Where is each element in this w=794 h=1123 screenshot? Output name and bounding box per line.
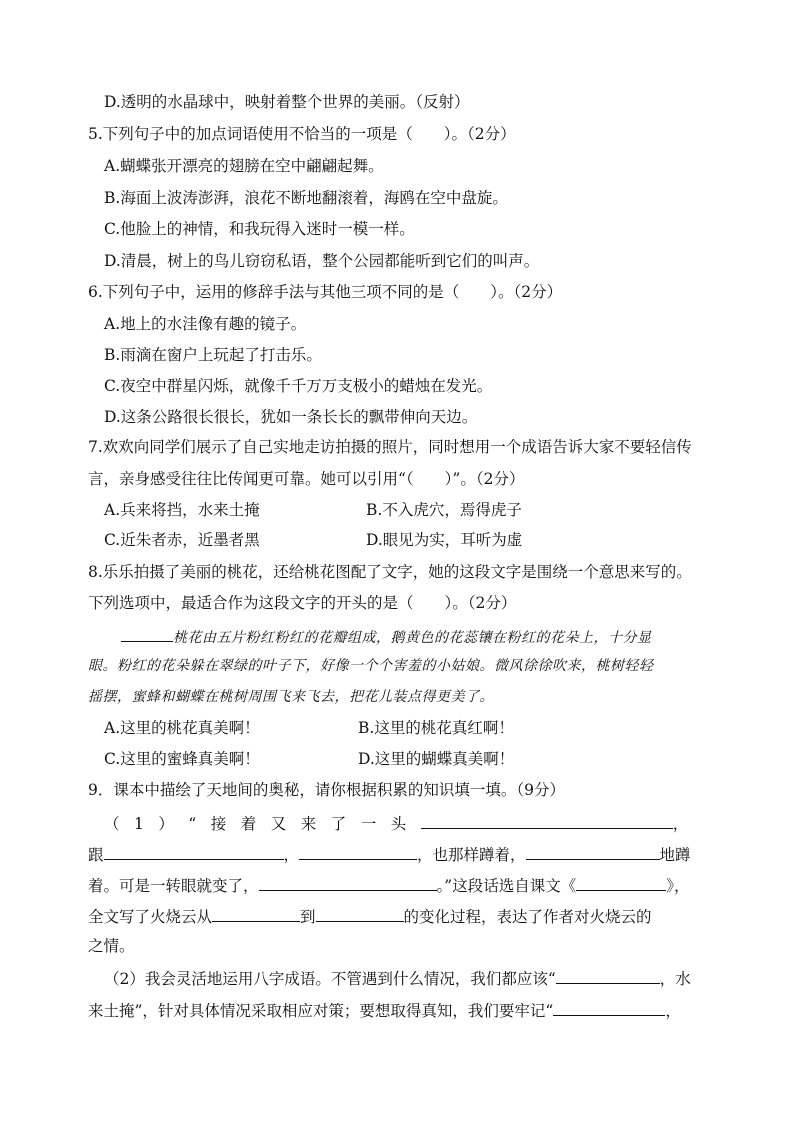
answer-blank-4[interactable] (526, 843, 660, 860)
q9-s1-line1 (104, 812, 688, 834)
q8-option-a: A.这里的桃花真美啊！ (104, 719, 260, 737)
q8-option-d: D.这里的蝴蝶真美啊！ (358, 750, 515, 768)
q8-passage-line2: 眼。粉红的花朵躲在翠绿的叶子下，好像一个个害羞的小姑娘。微风徐徐吹来，桃树轻轻 (88, 658, 654, 674)
answer-blank-9[interactable] (556, 967, 660, 984)
answer-blank-8[interactable] (316, 905, 404, 922)
q8-passage-line3: 摇摆，蜜蜂和蝴蝶在桃树周围飞来飞去，把花儿装点得更美了。 (88, 689, 494, 705)
q9-s1-line4 (88, 905, 652, 927)
answer-blank-3[interactable] (299, 843, 417, 860)
q9-s1-line3 (88, 874, 689, 896)
q6-option-a: A.地上的水洼像有趣的镜子。 (104, 315, 307, 333)
q9-s2-line1 (104, 967, 691, 989)
q7-stem-line1: 7.欢欢向同学们展示了自己实地走访拍摄的照片，同时想用一个成语告诉大家不要轻信传 (88, 438, 692, 456)
q9-s2-text: （2）我会灵活地运用八字成语。不管遇到什么情况，我们都应该“ (104, 970, 556, 988)
q7-stem-line2: 言，亲身感受往往比传闻更可靠。她可以引用“（ ）”。（2分） (88, 470, 525, 488)
q8-stem-line2: 下列选项中，最适合作为这段文字的开头的是（ ）。（2分） (88, 594, 517, 612)
q9-s1-text: 全文写了火烧云从 (88, 908, 213, 926)
q9-s1-text: 着。可是一转眼就变了， (88, 877, 259, 895)
q9-s1-text: 。”这段话选自课文《 (436, 877, 577, 895)
q6-stem: 6.下列句子中，运用的修辞手法与其他三项不同的是（ ）。（2分） (88, 283, 563, 301)
q6-option-c: C.夜空中群星闪烁，就像千千万万支极小的蜡烛在发光。 (104, 377, 493, 395)
punct: ， (283, 846, 300, 864)
punct: ， (665, 1002, 681, 1020)
q5-option-b: B.海面上波涛澎湃，浪花不断地翻滚着，海鸥在空中盘旋。 (104, 189, 508, 207)
q9-s2-line2 (88, 999, 681, 1021)
answer-blank-5[interactable] (259, 874, 437, 891)
q7-option-b: B.不入虎穴，焉得虎子 (366, 501, 522, 519)
q8-stem-line1: 8.乐乐拍摄了美丽的桃花，还给桃花图配了文字，她的这段文字是围绕一个意思来写的。 (88, 563, 692, 581)
q9-s1-line2 (88, 843, 691, 865)
q5-option-a: A.蝴蝶张开漂亮的翅膀在空中翩翩起舞。 (104, 157, 384, 175)
q5-stem: 5.下列句子中的加点词语使用不恰当的一项是（ ）。（2分） (88, 125, 516, 143)
q7-option-d: D.眼见为实，耳听为虚 (366, 531, 523, 549)
q6-option-d: D.这条公路很长很长，犹如一条长长的飘带伸向天边。 (104, 408, 478, 426)
q7-option-c: C.近朱者赤，近墨者黑 (104, 531, 260, 549)
passage-text: 桃花由五片粉红粉红的花瓣组成，鹅黄色的花蕊镶在粉红的花朵上，十分显 (173, 630, 652, 646)
answer-blank-1[interactable] (421, 812, 673, 829)
word-gen: 跟 (88, 846, 104, 864)
answer-blank-7[interactable] (212, 905, 300, 922)
punct: 》， (666, 877, 690, 895)
q9-stem: 9．课本中描绘了天地间的奥秘，请你根据积累的知识填一填。（9分） (88, 781, 565, 799)
q6-option-b: B.雨滴在窗户上玩起了打击乐。 (104, 346, 322, 364)
answer-blank-2[interactable] (104, 843, 284, 860)
q9-s2-text: ，水 (659, 970, 691, 988)
q9-s1-text: 的变化过程，表达了作者对火烧云的 (403, 908, 652, 926)
q8-option-c: C.这里的蜜蜂真美啊！ (104, 750, 260, 768)
q5-option-c: C.他脸上的神情，和我玩得入迷时一模一样。 (104, 220, 415, 238)
q8-passage-line1 (121, 625, 652, 648)
punct: ， (672, 815, 689, 833)
q5-option-d: D.清晨，树上的鸟儿窃窃私语，整个公园都能听到它们的叫声。 (104, 252, 540, 270)
q9-s1-line5: 之情。 (88, 937, 135, 955)
q9-s1-quote-start: （1）“接着又来了一头 (104, 815, 421, 833)
q4-option-d: D.透明的水晶球中，映射着整个世界的美丽。（反射） (104, 93, 470, 111)
q9-s2-text: 来土掩”，针对具体情况采取相应对策；要想取得真知，我们要牢记“ (88, 1002, 554, 1020)
passage-blank[interactable] (121, 625, 173, 642)
q9-s1-text: ，也那样蹲着， (417, 846, 526, 864)
q9-s1-text: 地蹲 (659, 846, 691, 864)
answer-blank-6[interactable] (576, 874, 666, 891)
q8-option-b: B.这里的桃花真红啊！ (358, 719, 514, 737)
answer-blank-10[interactable] (553, 999, 665, 1016)
q7-option-a: A.兵来将挡，水来土掩 (104, 501, 260, 519)
q9-s1-text: 到 (300, 908, 316, 926)
